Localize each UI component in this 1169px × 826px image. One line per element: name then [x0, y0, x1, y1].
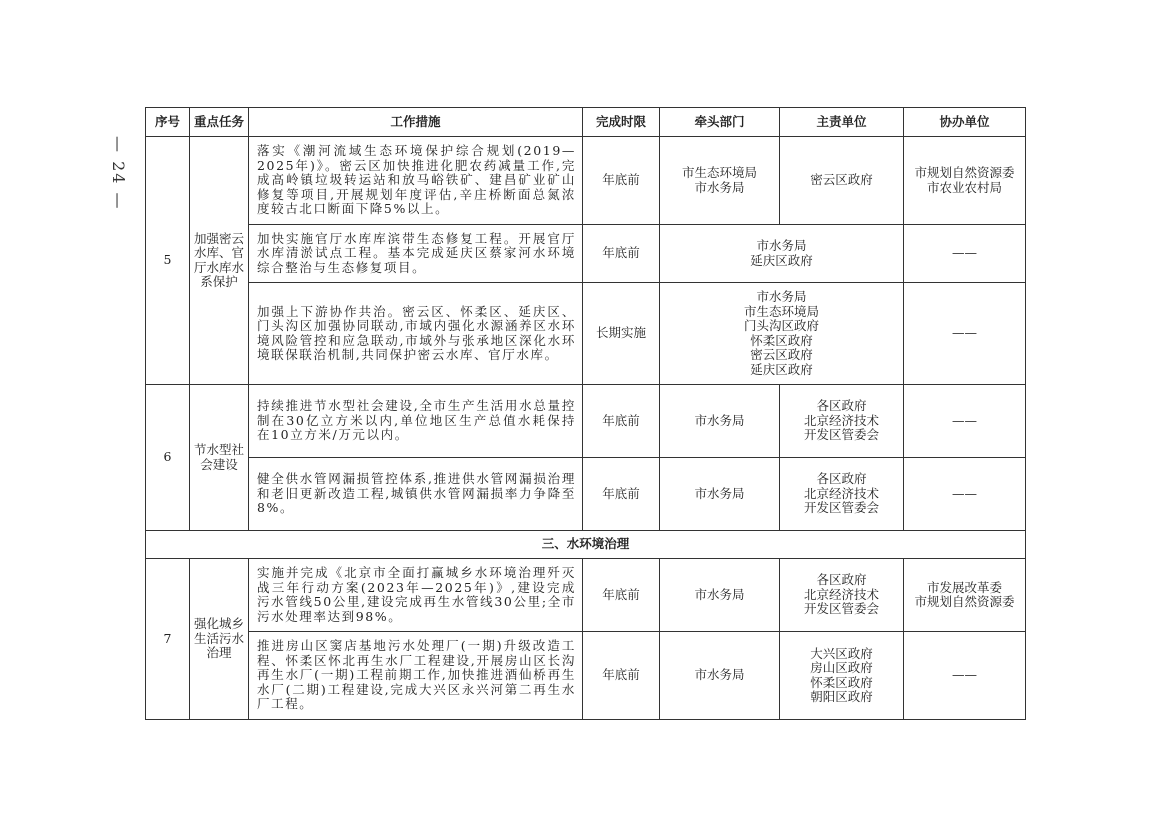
measure: 加快实施官厅水库库滨带生态修复工程。开展官厅水库清淤试点工程。基本完成延庆区蔡家河水环境综合整治与生态修复项目。 — [249, 225, 583, 283]
row-no: 7 — [146, 559, 190, 720]
assist-unit: —— — [904, 283, 1026, 385]
lead-dept: 市水务局 — [660, 385, 780, 458]
table-row — [146, 137, 1026, 225]
assist-unit: —— — [904, 225, 1026, 283]
measure: 实施并完成《北京市全面打赢城乡水环境治理歼灭战三年行动方案(2023年—2025年)》,建设完成污水管线50公里,建设完成再生水管线30公里;全市污水处理率达到98%。 — [249, 559, 583, 632]
task-table — [145, 107, 1026, 720]
lead-dept: 市生态环境局 市水务局 — [660, 137, 780, 225]
lead-dept: 市水务局 — [660, 632, 780, 720]
table-row — [146, 385, 1026, 458]
assist-unit: 市发展改革委 市规划自然资源委 — [904, 559, 1026, 632]
deadline: 年底前 — [583, 385, 660, 458]
table-row — [146, 225, 1026, 283]
deadline: 年底前 — [583, 137, 660, 225]
header-lead: 牵头部门 — [660, 108, 780, 137]
deadline: 年底前 — [583, 458, 660, 531]
row-task: 强化城乡生活污水治理 — [190, 559, 249, 720]
lead-dept: 市水务局 — [660, 458, 780, 531]
measure: 落实《潮河流域生态环境保护综合规划(2019—2025年)》。密云区加快推进化肥农药减量工作,完成高岭镇垃圾转运站和放马峪铁矿、建昌矿业矿山修复等项目,开展规划年度评估,辛庄桥断面总氮浓度较古北口断面下降5%以上。 — [249, 137, 583, 225]
header-main: 主责单位 — [780, 108, 904, 137]
assist-unit: —— — [904, 458, 1026, 531]
measure: 推进房山区窦店基地污水处理厂(一期)升级改造工程、怀柔区怀北再生水厂工程建设,开展房山区长沟再生水厂(一期)工程前期工作,加快推进酒仙桥再生水厂(二期)工程建设,完成大兴区永兴河第二再生水厂工程。 — [249, 632, 583, 720]
table-row — [146, 559, 1026, 632]
assist-unit: —— — [904, 632, 1026, 720]
assist-unit: —— — [904, 385, 1026, 458]
measure: 健全供水管网漏损管控体系,推进供水管网漏损治理和老旧更新改造工程,城镇供水管网漏损率力争降至8%。 — [249, 458, 583, 531]
page-number: — 24 — — [109, 135, 128, 211]
table-row — [146, 283, 1026, 385]
lead-main-unit: 市水务局 延庆区政府 — [660, 225, 904, 283]
deadline: 年底前 — [583, 632, 660, 720]
table-row — [146, 458, 1026, 531]
row-task: 加强密云水库、官厅水库水系保护 — [190, 137, 249, 385]
lead-dept: 市水务局 — [660, 559, 780, 632]
row-no: 5 — [146, 137, 190, 385]
table-header — [146, 108, 1026, 137]
row-task: 节水型社会建设 — [190, 385, 249, 531]
deadline: 长期实施 — [583, 283, 660, 385]
lead-main-unit: 市水务局 市生态环境局 门头沟区政府 怀柔区政府 密云区政府 延庆区政府 — [660, 283, 904, 385]
header-task: 重点任务 — [190, 108, 249, 137]
header-measure: 工作措施 — [249, 108, 583, 137]
main-unit: 大兴区政府 房山区政府 怀柔区政府 朝阳区政府 — [780, 632, 904, 720]
header-assist: 协办单位 — [904, 108, 1026, 137]
section-row — [146, 531, 1026, 559]
section-title: 三、水环境治理 — [146, 531, 1026, 559]
measure: 持续推进节水型社会建设,全市生产生活用水总量控制在30亿立方米以内,单位地区生产总值水耗保持在10立方米/万元以内。 — [249, 385, 583, 458]
header-deadline: 完成时限 — [583, 108, 660, 137]
measure: 加强上下游协作共治。密云区、怀柔区、延庆区、门头沟区加强协同联动,市域内强化水源涵养区水环境风险管控和应急联动,市域外与张承地区深化水环境联保联治机制,共同保护密云水库、官厅水库。 — [249, 283, 583, 385]
main-unit: 密云区政府 — [780, 137, 904, 225]
table-row — [146, 632, 1026, 720]
main-unit: 各区政府 北京经济技术 开发区管委会 — [780, 385, 904, 458]
main-unit: 各区政府 北京经济技术 开发区管委会 — [780, 458, 904, 531]
main-unit: 各区政府 北京经济技术 开发区管委会 — [780, 559, 904, 632]
header-no: 序号 — [146, 108, 190, 137]
deadline: 年底前 — [583, 559, 660, 632]
assist-unit: 市规划自然资源委 市农业农村局 — [904, 137, 1026, 225]
deadline: 年底前 — [583, 225, 660, 283]
row-no: 6 — [146, 385, 190, 531]
